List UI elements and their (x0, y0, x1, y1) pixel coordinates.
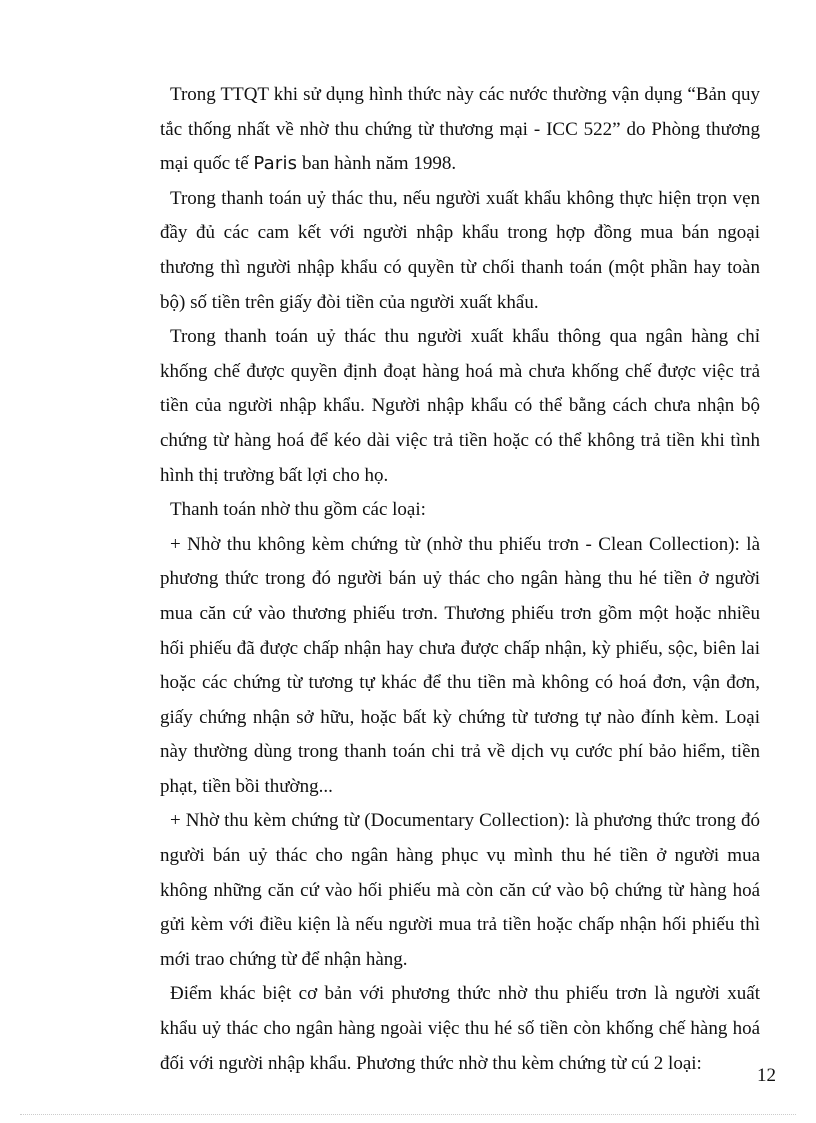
footer-dotted-rule (20, 1114, 796, 1115)
document-body (160, 78, 760, 1081)
paragraph-documentary-collection: + Nhờ thu kèm chứng từ (Documentary Collection): là phương thức trong đó người bán uỷ thác cho ngân hàng phục vụ mình thu hé tiền ở người mua không những căn cứ vào hối phiếu mà còn căn cứ vào bộ chứng từ hàng hoá gửi kèm với điều kiện là nếu người mua trả tiền hoặc chấp nhận hối phiếu thì mới trao chứng từ để nhận hàng. (160, 810, 760, 970)
paragraph-control-limits: Trong thanh toán uỷ thác thu người xuất khẩu thông qua ngân hàng chỉ khống chế được quyền định đoạt hàng hoá mà chưa khống chế được việc trả tiền của người nhập khẩu. Người nhập khẩu có thể bằng cách chưa nhận bộ chứng từ hàng hoá để kéo dài việc trả tiền hoặc có thể không trả tiền khi tình hình thị trường bất lợi cho họ. (160, 326, 760, 486)
paragraph-key-difference: Điểm khác biệt cơ bản với phương thức nhờ thu phiếu trơn là người xuất khẩu uỷ thác cho ngân hàng ngoài việc thu hé số tiền còn khống chế hàng hoá đối với người nhập khẩu. Phương thức nhờ thu kèm chứng từ cú 2 loại: (160, 983, 760, 1074)
paragraph-clean-collection: + Nhờ thu không kèm chứng từ (nhờ thu phiếu trơn - Clean Collection): là phương thức trong đó người bán uỷ thác cho ngân hàng thu hé tiền ở người mua căn cứ vào thương phiếu trơn. Thương phiếu trơn gồm một hoặc nhiều hối phiếu đã được chấp nhận hay chưa được chấp nhận, kỳ phiếu, sộc, biên lai hoặc các chứng từ tương tự khác để thu tiền mà không có hoá đơn, vận đơn, giấy chứng nhận sở hữu, hoặc bất kỳ chứng từ tương tự nào đính kèm. Loại này thường dùng trong thanh toán chi trả về dịch vụ cước phí bảo hiểm, tiền phạt, tiền bồi thường... (160, 533, 760, 797)
paris-word: Paris (253, 153, 298, 175)
paragraph-icc522-text: Trong TTQT khi sử dụng hình thức này các nước thường vận dụng “Bản quy tắc thống nhất về nhờ thu chứng từ thương mại - ICC 522” do Phòng thương mại quốc tế (160, 84, 760, 175)
page-number: 12 (757, 1065, 776, 1086)
paragraph-icc522-tail: ban hành năm 1998. (297, 153, 457, 175)
paragraph-collection-types: Thanh toán nhờ thu gồm các loại: (170, 499, 426, 521)
paragraph-refusal-right: Trong thanh toán uỷ thác thu, nếu người xuất khẩu không thực hiện trọn vẹn đầy đủ các cam kết với người nhập khẩu trong hợp đồng mua bán ngoại thương thì người nhập khẩu có quyền từ chối thanh toán (một phần hay toàn bộ) số tiền trên giấy đòi tiền của người xuất khẩu. (160, 187, 760, 313)
paragraph-icc522 (160, 78, 760, 182)
